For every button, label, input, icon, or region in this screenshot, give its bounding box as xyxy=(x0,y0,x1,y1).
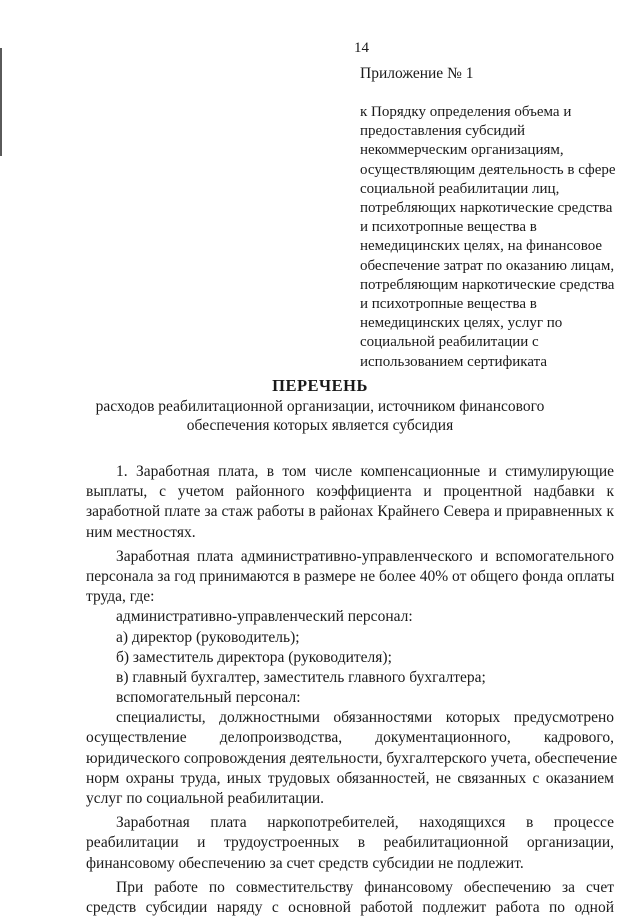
annex-ref-line: и психотропные вещества в xyxy=(360,219,537,236)
paragraph-line: При работе по совместительству финансовому обеспечению за счет xyxy=(116,878,614,896)
paragraph-line: специалисты, должностными обязанностями которых предусмотрено xyxy=(116,709,614,727)
annex-ref-line: предоставления субсидий xyxy=(360,123,526,140)
annex-ref-line: немедицинских целях, услуг по xyxy=(360,315,563,332)
paragraph-line: Заработная плата административно-управленческого и вспомогательного xyxy=(116,547,614,565)
annex-ref-line: использованием сертификата xyxy=(360,353,548,370)
paragraph-line: ним местностях. xyxy=(86,523,196,541)
paragraph-line: заработной плате за стаж работы в районах Крайнего Севера и приравненных к xyxy=(86,503,614,521)
paragraph-line: персонала за год принимаются в размере не более 40% от общего фонда оплаты xyxy=(86,567,615,585)
paragraph-line: 1. Заработная плата, в том числе компенсационные и стимулирующие xyxy=(116,463,614,480)
annex-ref-line: обеспечение затрат по оказанию лицам, xyxy=(360,257,615,274)
paragraph-line: осуществление делопроизводства, документационного, кадрового, xyxy=(86,729,614,747)
annex-ref-line: социальной реабилитации лиц, xyxy=(360,180,560,197)
annex-ref-line: потребляющим наркотические средства xyxy=(360,276,615,293)
annex-label: Приложение № 1 xyxy=(360,65,474,82)
paragraph-line: Заработная плата наркопотребителей, находящихся в процессе xyxy=(116,814,614,832)
annex-ref-line: и психотропные вещества в xyxy=(360,296,537,313)
annex-ref-line: к Порядку определения объема и xyxy=(360,104,572,120)
paragraph-line: реабилитации и трудоустроенных в реабилитационной организации, xyxy=(86,834,614,852)
paragraph-line: услуг по социальной реабилитации. xyxy=(86,790,325,807)
paragraph-line: юридического сопровождения деятельности, бухгалтерского учета, обеспечение xyxy=(86,749,618,767)
aux-staff-header: вспомогательный персонал: xyxy=(116,689,301,707)
annex-ref-line: немедицинских целях, на финансовое xyxy=(360,238,603,255)
document-subtitle-line: расходов реабилитационной организации, источником финансового xyxy=(95,398,545,415)
scan-edge-mark xyxy=(0,48,2,156)
paragraph-line: средств субсидии наряду с основной работой подлежит работа по одной xyxy=(86,898,614,916)
document-subtitle-line: обеспечения которых является субсидия xyxy=(186,417,454,434)
annex-reference xyxy=(360,103,618,372)
list-item: в) главный бухгалтер, заместитель главного бухгалтера; xyxy=(116,668,486,686)
list-item: а) директор (руководитель); xyxy=(116,628,300,646)
annex-ref-line: потребляющих наркотические средства xyxy=(360,200,613,217)
page-number: 14 xyxy=(354,40,369,56)
annex-ref-line: некоммерческим организациям, xyxy=(360,142,564,159)
annex-ref-line: социальной реабилитации с xyxy=(360,334,539,351)
annex-ref-line: осуществляющим деятельность в сфере xyxy=(360,161,616,178)
document-body xyxy=(86,462,618,918)
document-title: ПЕРЕЧЕНЬ xyxy=(272,376,368,395)
paragraph-line: финансовому обеспечению за счет средств субсидии не подлежит. xyxy=(86,854,524,872)
admin-staff-header: административно-управленческий персонал: xyxy=(116,608,413,626)
paragraph-line: норм охраны труда, иных трудовых обязанностей, не связанных с оказанием xyxy=(86,769,614,787)
paragraph-line: труда, где: xyxy=(86,588,155,606)
paragraph-line: выплаты, с учетом районного коэффициента и процентной надбавки к xyxy=(86,483,614,501)
list-item: б) заместитель директора (руководителя); xyxy=(116,648,392,666)
